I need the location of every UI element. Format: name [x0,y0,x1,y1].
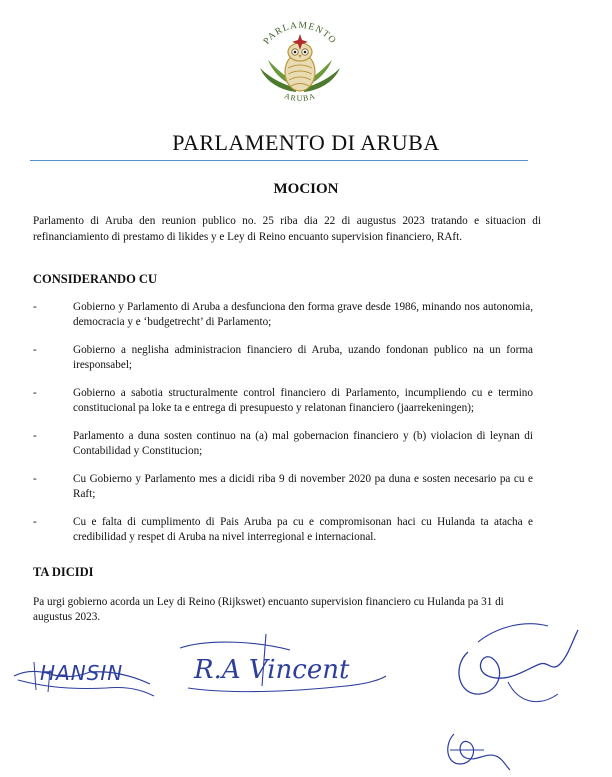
signature-1-text: HANSIN [40,661,124,685]
considerando-title: CONSIDERANDO CU [33,272,157,286]
list-bullet: - [33,430,37,442]
considerando-item-text: Cu e falta di cumplimento di Pais Aruba pa cu e compromisonan haci cu Hulanda ta atacha e credibilidad y respet di Aruba na nivel interregional e internacional. [73,516,533,543]
considerando-item-text: Gobierno a neglisha administracion financiero di Aruba, uzando fondonan publico na un forma iresponsabel; [73,344,533,371]
considerando-item-text: Cu Gobierno y Parlamento mes a dicidi riba 9 di november 2020 pa duna e sosten necesario pa cu e Raft; [73,473,533,500]
document-heading: MOCION [273,181,339,197]
svg-text:ARUBA [283,91,317,103]
signature-2-text: R.A Vincent [194,655,350,685]
intro-paragraph: Parlamento di Aruba den reunion publico no. 25 riba dia 22 di augustus 2023 tratando e situacion di refinanciamiento di prestamo di likides y e Ley di Reino encuanto supervision financiero, RAft. [33,215,541,243]
signature-3 [448,612,588,722]
signature-4 [440,720,520,777]
list-bullet: - [33,516,37,528]
considerando-item [33,515,533,545]
list-bullet: - [33,473,37,485]
parliament-emblem [238,6,362,114]
considerando-item [33,429,533,459]
list-bullet: - [33,344,37,356]
emblem-arc-top: PARLAMENTO [261,20,338,47]
considerando-list [33,300,533,558]
signature-2 [170,628,390,703]
emblem-arc-bottom: ARUBA [283,91,317,104]
owl-emblem-icon [238,6,362,114]
considerando-item [33,300,533,330]
signature-1 [10,640,160,710]
considerando-item [33,343,533,373]
considerando-item [33,472,533,502]
considerando-item-text: Gobierno y Parlamento di Aruba a desfunciona den forma grave desde 1986, minando nos autonomia, democracia y e ‘budgetrecht’ di Parlamento; [73,301,533,328]
title-divider [30,160,528,161]
considerando-item-text: Parlamento a duna sosten continuo na (a) mal gobernacion financiero y (b) violacion di leynan di Contabilidad y Constitucion; [73,430,533,457]
decision-paragraph: Pa urgi gobierno acorda un Ley di Reino (Rijkswet) encuanto supervision financiero cu Hulanda pa 31 di augustus 2023. [33,596,504,623]
decision-title: TA DICIDI [33,565,94,579]
considerando-item [33,386,533,416]
page-title: PARLAMENTO DI ARUBA [172,130,440,155]
list-bullet: - [33,301,37,313]
list-bullet: - [33,387,37,399]
considerando-item-text: Gobierno a sabotia structuralmente control financiero di Parlamento, incumpliendo cu e termino constitucional pa loke ta e entrega di presupuesto y relatonan financiero (jaarrekeningen); [73,387,533,414]
